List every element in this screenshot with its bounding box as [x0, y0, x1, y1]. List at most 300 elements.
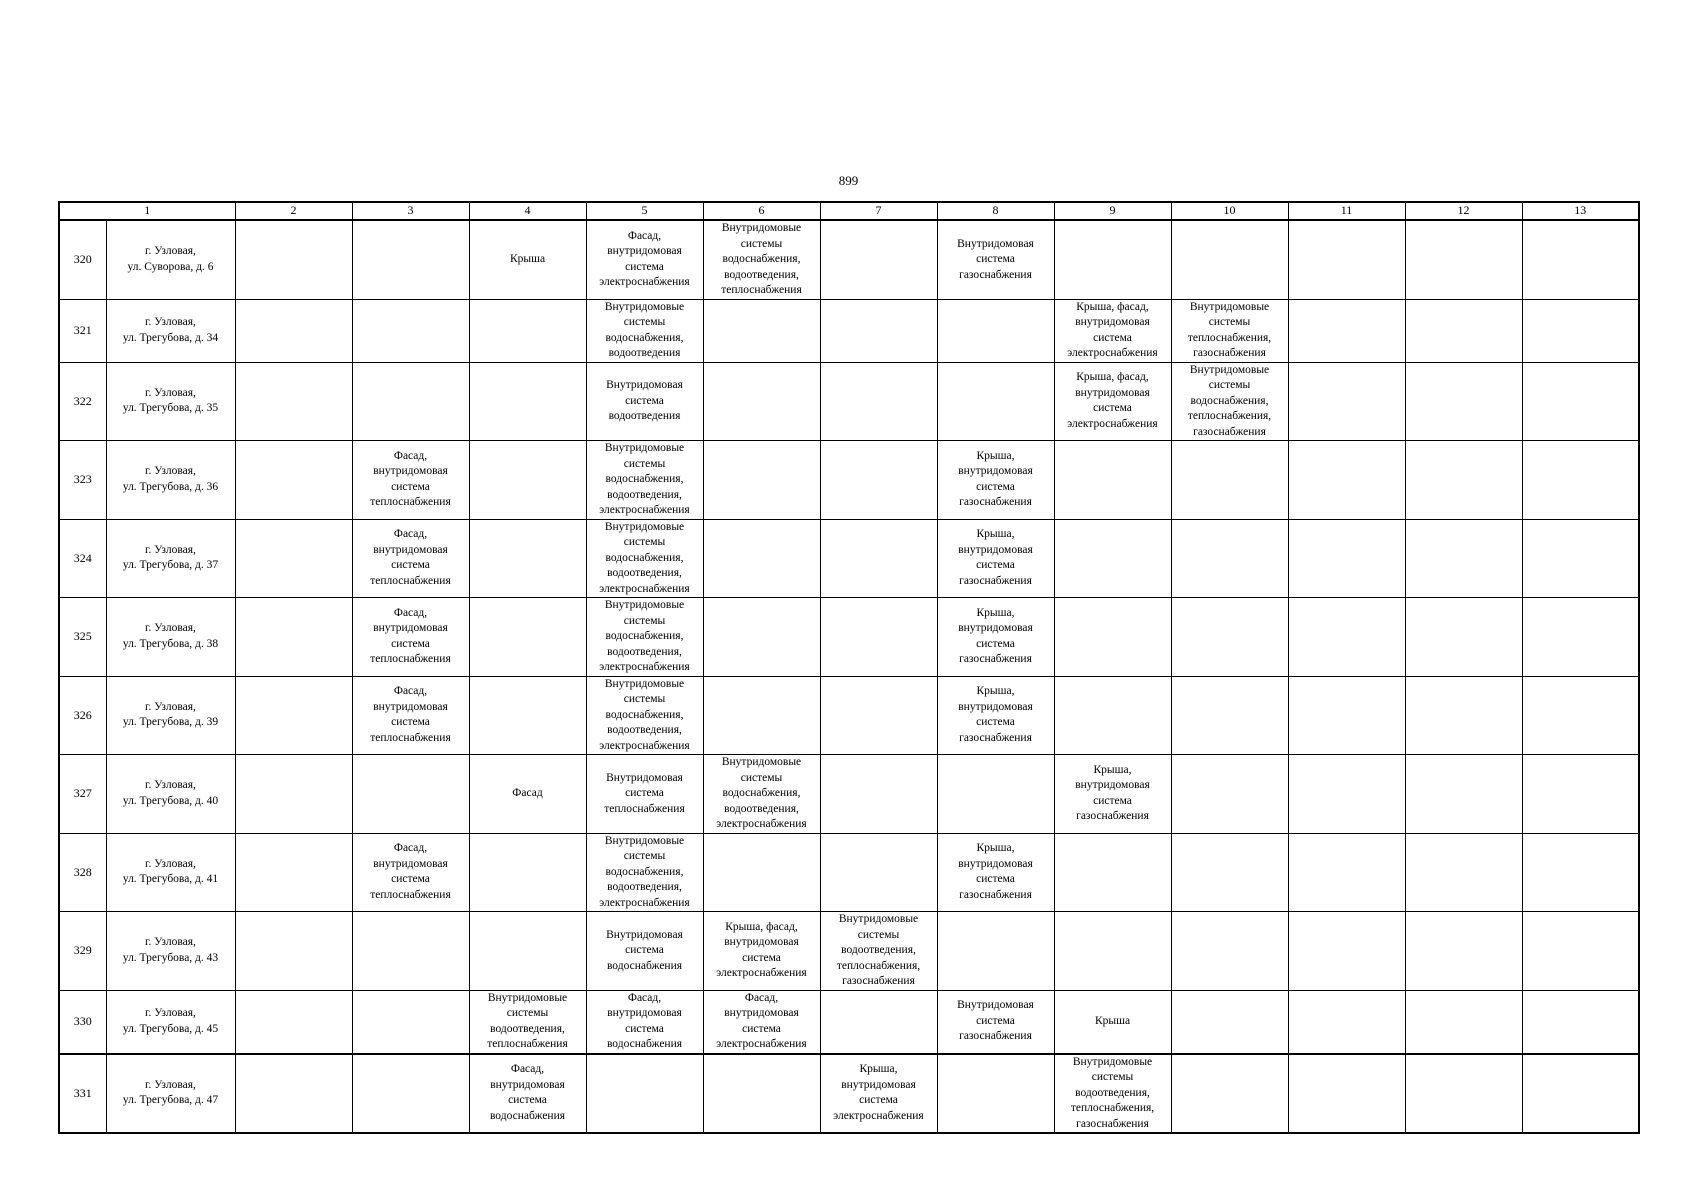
work-cell-col-6: [703, 519, 820, 598]
work-cell-col-12: [1405, 519, 1522, 598]
address-street: ул. Суворова, д. 6: [127, 260, 214, 273]
table-row: [59, 362, 1639, 441]
table-row: [59, 441, 1639, 520]
work-line: водоотведения,: [490, 1022, 565, 1035]
work-line: водоснабжения,: [605, 331, 684, 344]
address-city: г. Узловая,: [145, 245, 196, 258]
work-line: система: [625, 1022, 664, 1035]
schedule-table: [58, 201, 1640, 1134]
work-cell-col-2: [235, 833, 352, 912]
work-line: электроснабжения: [1067, 347, 1158, 359]
work-line: внутридомовая: [724, 936, 799, 949]
work-cell-col-9: [1054, 912, 1171, 991]
work-cell-col-4: [469, 299, 586, 362]
work-line: Фасад: [512, 787, 543, 799]
work-cell-col-9: [1054, 676, 1171, 755]
work-line: электроснабжения: [599, 276, 690, 289]
work-cell-col-3: [352, 912, 469, 991]
work-line: внутридомовая: [958, 857, 1033, 870]
address-street: ул. Трегубова, д. 43: [122, 951, 219, 964]
work-line: внутридомовая: [373, 465, 448, 478]
work-line: системы: [623, 536, 666, 548]
work-line: системы: [740, 237, 783, 250]
table-row: [59, 598, 1639, 677]
work-cell-col-13: [1522, 912, 1639, 991]
table-row: [59, 220, 1639, 299]
work-cell-col-4: [469, 833, 586, 912]
work-line: системы: [506, 1007, 549, 1019]
address-street: ул. Трегубова, д. 47: [122, 1094, 219, 1107]
work-cell-col-5: [586, 519, 703, 598]
work-line: Внутридомовые: [604, 300, 685, 313]
table-row: [59, 1054, 1639, 1134]
work-line: Внутридомовая: [957, 999, 1034, 1012]
work-cell-col-8: [937, 833, 1054, 912]
work-line: Крыша: [509, 253, 546, 265]
work-cell-col-11: [1288, 441, 1405, 520]
work-cell-col-13: [1522, 676, 1639, 755]
work-cell-col-2: [235, 299, 352, 362]
work-line: электроснабжения: [599, 504, 690, 516]
work-cell-col-3: [352, 441, 469, 520]
work-line: система: [391, 480, 430, 493]
work-line: система: [976, 637, 1015, 650]
work-cell-col-3: [352, 1054, 469, 1134]
work-cell-col-10: [1171, 220, 1288, 299]
work-line: газоснабжения: [959, 496, 1032, 509]
address-street: ул. Трегубова, д. 34: [122, 331, 219, 344]
work-line: водоотведения,: [607, 567, 682, 579]
address-street: ул. Трегубова, д. 45: [122, 1022, 219, 1035]
work-cell-col-11: [1288, 676, 1405, 755]
work-line: газоснабжения: [959, 888, 1032, 901]
address-street: ул. Трегубова, д. 40: [122, 794, 219, 807]
work-cell-col-12: [1405, 833, 1522, 912]
address-cell: [106, 990, 235, 1054]
work-line: газоснабжения: [959, 574, 1032, 587]
work-cell-col-13: [1522, 220, 1639, 299]
work-line: Крыша,: [1093, 763, 1132, 776]
work-cell-col-12: [1405, 912, 1522, 991]
work-line: Крыша: [1094, 1014, 1131, 1027]
work-line: электроснабжения: [716, 1038, 807, 1050]
work-line: внутридомовая: [373, 700, 448, 713]
address-street: ул. Трегубова, д. 37: [122, 559, 219, 572]
work-line: Фасад,: [627, 991, 662, 1004]
work-line: теплоснабжения,: [1070, 1102, 1155, 1114]
address-cell: [106, 598, 235, 677]
work-cell-col-8: [937, 912, 1054, 991]
work-line: водоснабжения: [606, 959, 683, 972]
work-cell-col-10: [1171, 299, 1288, 362]
work-cell-col-9: [1054, 299, 1171, 362]
work-cell-col-11: [1288, 299, 1405, 362]
table-row: [59, 990, 1639, 1054]
work-cell-col-11: [1288, 990, 1405, 1054]
work-cell-col-7: [820, 833, 937, 912]
work-cell-col-9: [1054, 1054, 1171, 1134]
address-cell: [106, 519, 235, 598]
work-cell-col-10: [1171, 833, 1288, 912]
work-cell-col-8: [937, 990, 1054, 1054]
work-cell-col-6: [703, 755, 820, 834]
work-line: система: [976, 873, 1015, 886]
table-row: [59, 833, 1639, 912]
work-cell-col-3: [352, 755, 469, 834]
work-cell-col-6: [703, 676, 820, 755]
work-line: системы: [623, 316, 666, 328]
work-cell-col-11: [1288, 755, 1405, 834]
work-cell-col-2: [235, 519, 352, 598]
column-header: 8: [937, 202, 1054, 220]
work-line: газоснабжения: [959, 653, 1032, 666]
work-cell-col-11: [1288, 912, 1405, 991]
work-cell-col-8: [937, 676, 1054, 755]
work-cell-col-11: [1288, 1054, 1405, 1134]
work-line: Внутридомовые: [1189, 300, 1270, 313]
work-line: системы: [1208, 316, 1251, 328]
work-cell-col-5: [586, 676, 703, 755]
work-line: системы: [740, 771, 783, 784]
work-cell-col-9: [1054, 220, 1171, 299]
row-number: 328: [59, 833, 106, 912]
work-cell-col-6: [703, 299, 820, 362]
row-number: 331: [59, 1054, 106, 1134]
work-line: внутридомовая: [958, 465, 1033, 478]
work-cell-col-4: [469, 1054, 586, 1134]
work-line: теплоснабжения: [370, 888, 451, 901]
work-line: внутридомовая: [724, 1007, 799, 1019]
work-cell-col-3: [352, 220, 469, 299]
work-line: Крыша,: [976, 685, 1015, 698]
work-cell-col-3: [352, 299, 469, 362]
work-cell-col-5: [586, 220, 703, 299]
work-cell-col-10: [1171, 755, 1288, 834]
work-line: газоснабжения: [959, 731, 1032, 744]
address-city: г. Узловая,: [145, 1007, 196, 1019]
work-cell-col-8: [937, 519, 1054, 598]
work-cell-col-6: [703, 1054, 820, 1134]
work-line: система: [391, 716, 430, 729]
work-line: системы: [623, 850, 666, 862]
table-row: [59, 912, 1639, 991]
work-cell-col-6: [703, 441, 820, 520]
page-number: 899: [838, 173, 859, 188]
work-line: Крыша,: [976, 528, 1015, 541]
work-line: водоснабжения,: [605, 708, 684, 721]
work-line: внутридомовая: [373, 622, 448, 635]
work-line: Фасад,: [393, 685, 428, 698]
row-number: 322: [59, 362, 106, 441]
column-header: 11: [1288, 202, 1405, 220]
column-header: 7: [820, 202, 937, 220]
work-cell-col-11: [1288, 519, 1405, 598]
work-cell-col-6: [703, 220, 820, 299]
work-line: электроснабжения: [599, 896, 690, 909]
work-line: теплоснабжения,: [1187, 331, 1272, 344]
work-line: Крыша,: [976, 842, 1015, 855]
work-cell-col-6: [703, 598, 820, 677]
work-line: теплоснабжения: [370, 574, 451, 587]
column-header: 9: [1054, 202, 1171, 220]
work-cell-col-11: [1288, 220, 1405, 299]
work-cell-col-7: [820, 755, 937, 834]
work-line: Фасад,: [393, 606, 428, 619]
work-line: электроснабжения: [599, 739, 690, 752]
work-cell-col-5: [586, 990, 703, 1054]
work-cell-col-5: [586, 1054, 703, 1134]
work-line: системы: [623, 693, 666, 705]
address-city: г. Узловая,: [145, 936, 196, 949]
work-line: Крыша, фасад,: [725, 920, 798, 933]
work-line: теплоснабжения: [370, 653, 451, 666]
table-row: [59, 299, 1639, 362]
column-header: 10: [1171, 202, 1288, 220]
work-cell-col-13: [1522, 1054, 1639, 1134]
work-cell-col-7: [820, 362, 937, 441]
work-line: водоснабжения: [489, 1109, 566, 1122]
address-cell: [106, 362, 235, 441]
work-line: водоснабжения,: [605, 473, 684, 485]
work-line: Фасад,: [744, 991, 779, 1004]
work-line: внутридомовая: [607, 245, 682, 258]
work-cell-col-3: [352, 519, 469, 598]
work-line: Внутридомовые: [1072, 1055, 1153, 1068]
row-number: 326: [59, 676, 106, 755]
work-cell-col-3: [352, 598, 469, 677]
work-cell-col-2: [235, 912, 352, 991]
work-line: газоснабжения: [959, 268, 1032, 281]
work-line: внутридомовая: [958, 700, 1033, 713]
address-cell: [106, 299, 235, 362]
work-line: теплоснабжения: [721, 284, 802, 296]
work-line: внутридомовая: [1075, 386, 1150, 399]
work-line: газоснабжения: [1076, 1117, 1149, 1130]
work-line: система: [625, 944, 664, 956]
address-city: г. Узловая,: [145, 700, 196, 713]
work-line: электроснабжения: [716, 818, 807, 830]
work-line: водоотведения,: [841, 944, 916, 956]
work-line: Крыша, фасад,: [1076, 300, 1149, 313]
row-number: 324: [59, 519, 106, 598]
work-line: Фасад,: [393, 528, 428, 541]
work-cell-col-5: [586, 912, 703, 991]
work-line: система: [391, 873, 430, 886]
work-line: Фасад,: [393, 449, 428, 462]
work-cell-col-8: [937, 755, 1054, 834]
work-cell-col-3: [352, 676, 469, 755]
table-row: [59, 676, 1639, 755]
work-cell-col-5: [586, 362, 703, 441]
work-cell-col-2: [235, 220, 352, 299]
table-row: [59, 519, 1639, 598]
work-cell-col-2: [235, 676, 352, 755]
work-cell-col-13: [1522, 441, 1639, 520]
work-line: газоснабжения: [959, 1030, 1032, 1043]
work-line: электроснабжения: [599, 661, 690, 673]
work-cell-col-10: [1171, 441, 1288, 520]
work-line: система: [976, 480, 1015, 493]
work-cell-col-12: [1405, 299, 1522, 362]
work-line: водоотведения,: [1075, 1086, 1150, 1099]
row-number: 323: [59, 441, 106, 520]
work-cell-col-13: [1522, 755, 1639, 834]
work-line: системы: [623, 614, 666, 627]
work-line: водоснабжения,: [605, 865, 684, 878]
work-line: водоотведения,: [607, 881, 682, 893]
work-line: внутридомовая: [958, 622, 1033, 635]
header-row: [59, 202, 1639, 220]
address-street: ул. Трегубова, д. 35: [122, 402, 219, 415]
row-number: 329: [59, 912, 106, 991]
work-line: Внутридомовые: [721, 756, 802, 768]
work-cell-col-9: [1054, 990, 1171, 1054]
work-line: теплоснабжения: [487, 1038, 568, 1050]
work-line: Крыша,: [859, 1063, 898, 1076]
work-line: системы: [1091, 1071, 1134, 1083]
work-cell-col-13: [1522, 598, 1639, 677]
work-cell-col-5: [586, 755, 703, 834]
work-cell-col-9: [1054, 441, 1171, 520]
work-line: системы: [857, 928, 900, 941]
work-line: электроснабжения: [833, 1109, 924, 1122]
work-line: система: [976, 716, 1015, 729]
work-line: система: [625, 260, 664, 273]
work-line: система: [742, 1022, 781, 1035]
work-line: система: [859, 1094, 898, 1107]
address-city: г. Узловая,: [145, 779, 196, 792]
work-line: водоснабжения,: [605, 630, 684, 642]
work-line: электроснабжения: [599, 582, 690, 595]
work-line: газоснабжения: [1193, 425, 1266, 438]
work-cell-col-7: [820, 299, 937, 362]
column-header: 2: [235, 202, 352, 220]
work-cell-col-12: [1405, 362, 1522, 441]
column-header: 13: [1522, 202, 1639, 220]
work-line: Внутридомовые: [838, 913, 919, 925]
column-header: 5: [586, 202, 703, 220]
work-cell-col-4: [469, 220, 586, 299]
work-line: водоснабжения: [606, 1038, 683, 1050]
work-cell-col-11: [1288, 833, 1405, 912]
address-street: ул. Трегубова, д. 41: [122, 873, 219, 886]
work-cell-col-10: [1171, 362, 1288, 441]
address-street: ул. Трегубова, д. 36: [122, 480, 219, 493]
work-line: внутридомовая: [1075, 779, 1150, 792]
work-cell-col-5: [586, 598, 703, 677]
work-line: газоснабжения: [1076, 810, 1149, 823]
work-line: Внутридомовая: [606, 928, 683, 941]
work-cell-col-6: [703, 362, 820, 441]
work-line: система: [1093, 331, 1132, 344]
work-cell-col-3: [352, 833, 469, 912]
address-city: г. Узловая,: [145, 543, 196, 556]
work-cell-col-10: [1171, 519, 1288, 598]
table-row: [59, 755, 1639, 834]
work-line: внутридомовая: [490, 1078, 565, 1091]
work-cell-col-9: [1054, 519, 1171, 598]
work-cell-col-10: [1171, 912, 1288, 991]
work-cell-col-4: [469, 755, 586, 834]
column-header: 4: [469, 202, 586, 220]
work-line: системы: [1208, 379, 1251, 391]
work-cell-col-4: [469, 676, 586, 755]
work-line: водоснабжения,: [1190, 394, 1269, 407]
work-cell-col-12: [1405, 676, 1522, 755]
work-cell-col-12: [1405, 755, 1522, 834]
work-line: система: [1093, 794, 1132, 807]
work-cell-col-10: [1171, 1054, 1288, 1134]
work-cell-col-5: [586, 299, 703, 362]
work-line: водоснабжения,: [722, 253, 801, 265]
work-cell-col-4: [469, 362, 586, 441]
work-line: Внутридомовые: [604, 834, 685, 847]
work-line: Внутридомовые: [604, 677, 685, 690]
work-cell-col-7: [820, 1054, 937, 1134]
row-number: 320: [59, 220, 106, 299]
address-street: ул. Трегубова, д. 38: [122, 637, 219, 650]
address-city: г. Узловая,: [145, 1078, 196, 1091]
work-line: водоснабжения,: [605, 551, 684, 564]
work-line: система: [742, 951, 781, 964]
address-cell: [106, 220, 235, 299]
work-cell-col-13: [1522, 299, 1639, 362]
row-number: 330: [59, 990, 106, 1054]
work-cell-col-5: [586, 441, 703, 520]
work-cell-col-6: [703, 990, 820, 1054]
work-cell-col-7: [820, 220, 937, 299]
work-cell-col-8: [937, 299, 1054, 362]
address-cell: [106, 676, 235, 755]
work-cell-col-10: [1171, 990, 1288, 1054]
work-cell-col-4: [469, 598, 586, 677]
work-line: система: [976, 1014, 1015, 1027]
work-cell-col-8: [937, 220, 1054, 299]
work-cell-col-8: [937, 441, 1054, 520]
column-header: 1: [59, 202, 235, 220]
address-cell: [106, 441, 235, 520]
work-cell-col-7: [820, 441, 937, 520]
work-line: внутридомовая: [373, 543, 448, 556]
work-cell-col-2: [235, 990, 352, 1054]
work-line: внутридомовая: [373, 857, 448, 870]
work-cell-col-13: [1522, 833, 1639, 912]
address-cell: [106, 755, 235, 834]
work-line: водоснабжения,: [722, 787, 801, 799]
table-body: [59, 220, 1639, 1133]
work-cell-col-13: [1522, 519, 1639, 598]
work-cell-col-8: [937, 1054, 1054, 1134]
work-cell-col-9: [1054, 362, 1171, 441]
work-cell-col-7: [820, 676, 937, 755]
work-cell-col-9: [1054, 833, 1171, 912]
work-line: Внутридомовые: [487, 991, 568, 1004]
work-line: внутридомовая: [958, 543, 1033, 556]
work-line: теплоснабжения: [370, 496, 451, 509]
work-line: Внутридомовые: [604, 599, 685, 611]
row-number: 325: [59, 598, 106, 677]
work-line: теплоснабжения: [604, 802, 685, 815]
work-line: система: [391, 559, 430, 572]
work-line: водоотведения,: [724, 268, 799, 281]
work-line: водоотведения,: [607, 645, 682, 658]
work-cell-col-6: [703, 912, 820, 991]
work-line: Внутридомовые: [721, 222, 802, 234]
table-header: [59, 202, 1639, 220]
work-cell-col-2: [235, 755, 352, 834]
work-line: водоотведения: [608, 410, 681, 422]
work-cell-col-2: [235, 362, 352, 441]
